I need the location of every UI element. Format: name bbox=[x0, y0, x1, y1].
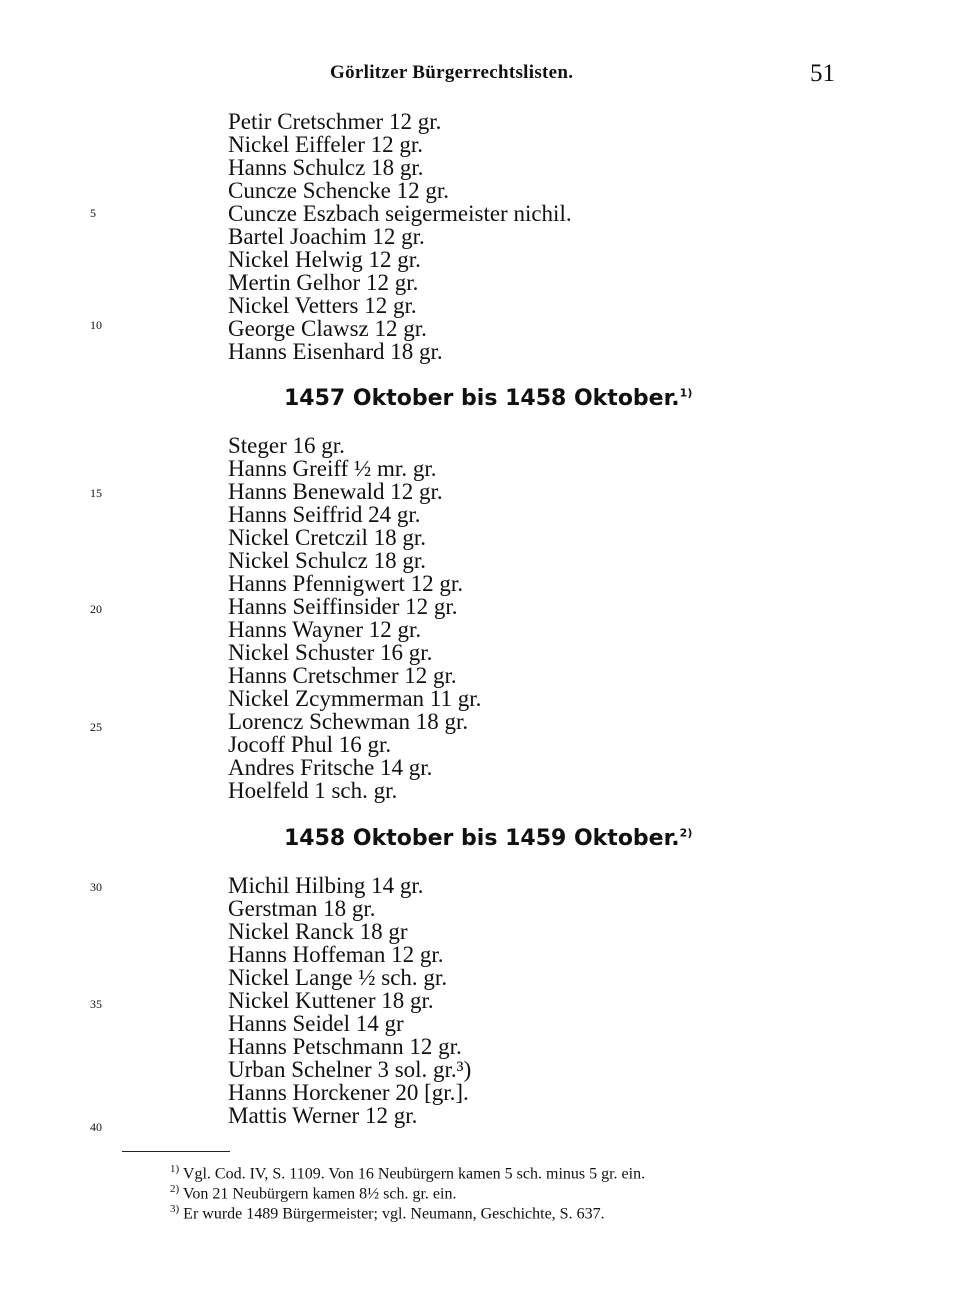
list-entry: Hanns Wayner 12 gr. bbox=[228, 617, 422, 642]
line-number: 20 bbox=[90, 602, 102, 616]
list-entry: Nickel Cretczil 18 gr. bbox=[228, 525, 426, 550]
list-entry: Nickel Schuster 16 gr. bbox=[228, 640, 433, 665]
list-entry: Hanns Pfennigwert 12 gr. bbox=[228, 571, 464, 596]
footnote-reference: 2) bbox=[679, 826, 693, 840]
list-entry: Mattis Werner 12 gr. bbox=[228, 1103, 418, 1128]
list-entry: Hanns Greiff ½ mr. gr. bbox=[228, 456, 437, 481]
footnote-mark: 1) bbox=[170, 1163, 180, 1175]
list-entry: Hanns Seiffrid 24 gr. bbox=[228, 502, 421, 527]
footnote-divider bbox=[122, 1151, 230, 1152]
list-entry: Steger 16 gr. bbox=[228, 433, 345, 458]
list-entry: Hanns Cretschmer 12 gr. bbox=[228, 663, 457, 688]
footnote-text: Vgl. Cod. IV, S. 1109. Von 16 Neubürgern kamen 5 sch. minus 5 gr. ein. bbox=[182, 1165, 646, 1183]
line-number: 30 bbox=[90, 880, 102, 894]
list-entry: Hanns Seiffinsider 12 gr. bbox=[228, 594, 458, 619]
list-entry: Michil Hilbing 14 gr. bbox=[228, 873, 424, 898]
section-heading bbox=[284, 826, 692, 851]
page-number: 51 bbox=[810, 60, 835, 87]
section-title: 1458 Oktober bis 1459 Oktober. bbox=[284, 826, 680, 851]
list-entry: Hoelfeld 1 sch. gr. bbox=[228, 778, 398, 803]
footnote-text: Von 21 Neubürgern kamen 8½ sch. gr. ein. bbox=[182, 1185, 457, 1203]
list-entry: Cuncze Eszbach seigermeister nichil. bbox=[228, 201, 572, 226]
list-entry: George Clawsz 12 gr. bbox=[228, 316, 427, 341]
line-number: 25 bbox=[90, 720, 102, 734]
footnote-mark: 3) bbox=[170, 1203, 180, 1215]
list-entry: Nickel Helwig 12 gr. bbox=[228, 247, 421, 272]
list-entry: Nickel Schulcz 18 gr. bbox=[228, 548, 427, 573]
line-number: 15 bbox=[90, 486, 102, 500]
list-entry: Bartel Joachim 12 gr. bbox=[228, 224, 425, 249]
list-entry: Nickel Lange ½ sch. gr. bbox=[228, 965, 448, 990]
footnote-reference: 1) bbox=[679, 386, 693, 400]
footnote-mark: 2) bbox=[170, 1183, 180, 1195]
list-entry: Hanns Schulcz 18 gr. bbox=[228, 155, 424, 180]
list-entry: Nickel Vetters 12 gr. bbox=[228, 293, 417, 318]
list-entry: Jocoff Phul 16 gr. bbox=[228, 732, 392, 757]
list-entry: Mertin Gelhor 12 gr. bbox=[228, 270, 419, 295]
footnote bbox=[170, 1200, 605, 1223]
list-entry: Gerstman 18 gr. bbox=[228, 896, 376, 921]
list-entry: Nickel Zcymmerman 11 gr. bbox=[228, 686, 482, 711]
footnote-text: Er wurde 1489 Bürgermeister; vgl. Neumann, Geschichte, S. 637. bbox=[183, 1205, 605, 1223]
list-entry: Lorencz Schewman 18 gr. bbox=[228, 709, 469, 734]
section-title: 1457 Oktober bis 1458 Oktober. bbox=[284, 386, 680, 411]
line-number: 40 bbox=[90, 1120, 102, 1134]
list-entry: Hanns Seidel 14 gr bbox=[228, 1011, 404, 1036]
list-entry: Urban Schelner 3 sol. gr.³) bbox=[228, 1057, 472, 1082]
section-heading bbox=[284, 386, 692, 411]
list-entry: Hanns Eisenhard 18 gr. bbox=[228, 339, 443, 364]
list-entry: Hanns Horckener 20 [gr.]. bbox=[228, 1080, 469, 1105]
list-entry: Nickel Ranck 18 gr bbox=[228, 919, 408, 944]
line-number: 10 bbox=[90, 318, 102, 332]
list-entry: Nickel Eiffeler 12 gr. bbox=[228, 132, 424, 157]
list-entry: Hanns Hoffeman 12 gr. bbox=[228, 942, 444, 967]
list-entry: Andres Fritsche 14 gr. bbox=[228, 755, 433, 780]
running-head: Görlitzer Bürgerrechtslisten. bbox=[330, 62, 574, 83]
line-number: 5 bbox=[90, 206, 96, 220]
list-entry: Cuncze Schencke 12 gr. bbox=[228, 178, 449, 203]
list-entry: Nickel Kuttener 18 gr. bbox=[228, 988, 434, 1013]
list-entry: Hanns Benewald 12 gr. bbox=[228, 479, 443, 504]
line-number: 35 bbox=[90, 997, 102, 1011]
list-entry: Hanns Petschmann 12 gr. bbox=[228, 1034, 462, 1059]
list-entry: Petir Cretschmer 12 gr. bbox=[228, 109, 442, 134]
